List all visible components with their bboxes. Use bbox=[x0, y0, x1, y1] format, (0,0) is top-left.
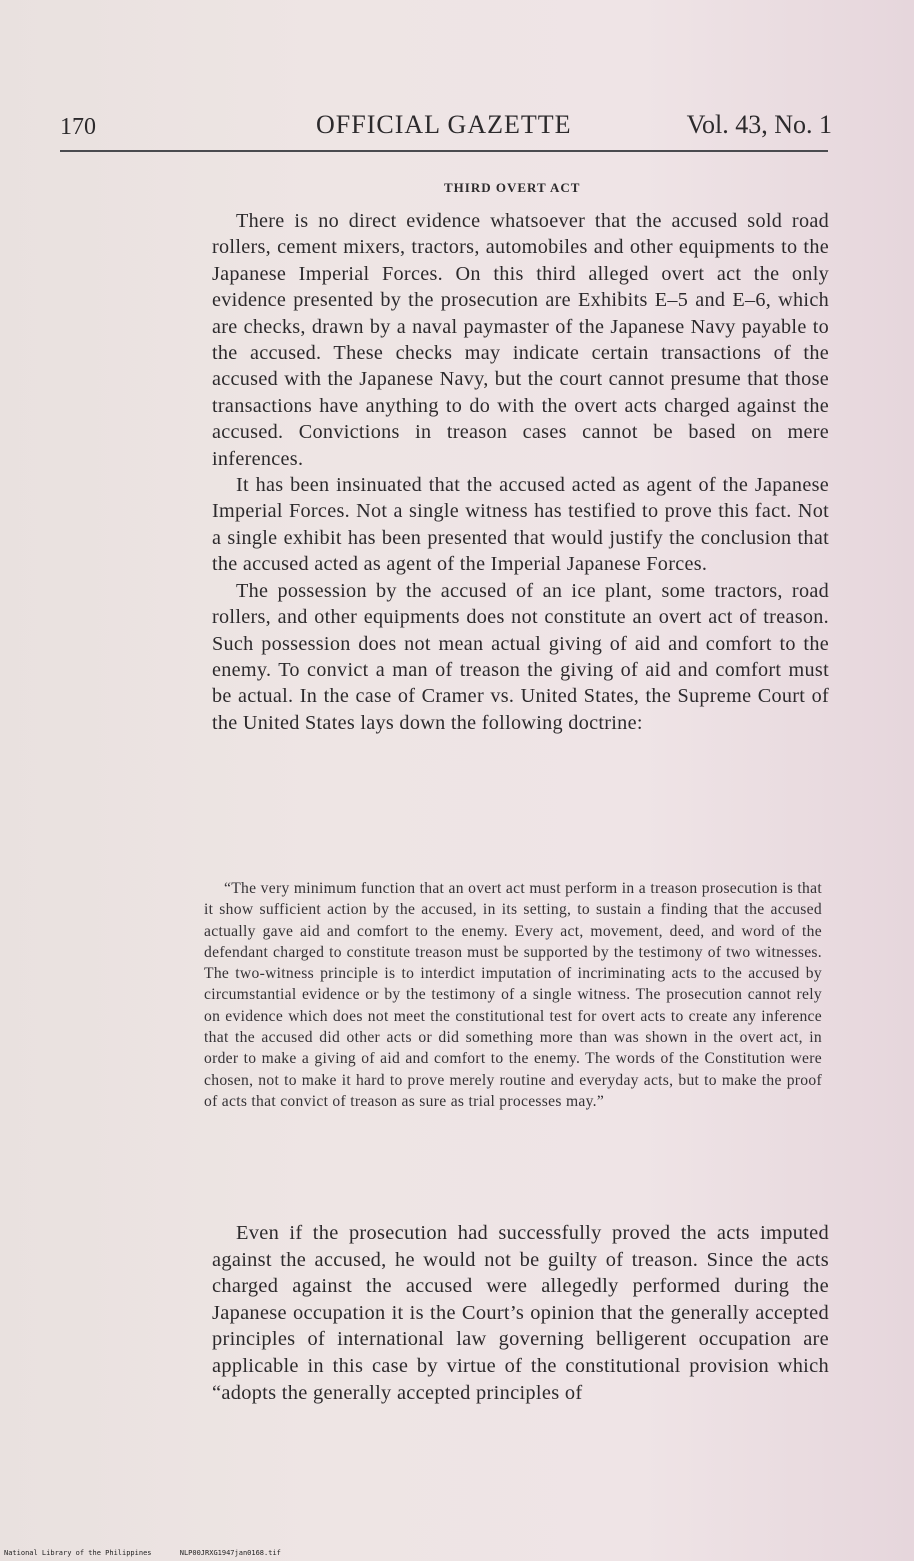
volume-number: Vol. 43, No. 1 bbox=[686, 110, 832, 139]
section-title: THIRD OVERT ACT bbox=[444, 180, 581, 195]
paragraph: Even if the prosecution had successfully proved the acts imputed against the accused, he would not be guilty of treason. Since the acts charged against the accused were allegedly performed during the Japanese occupation it is the Court’s opinion that the generally accepted principles of international law governing belligerent occupation are applicable in this case by virtue of the constitutional provision which “adopts the generally accepted principles of bbox=[212, 1222, 829, 1404]
library-credit: National Library of the Philippines bbox=[4, 1549, 152, 1557]
paragraph: There is no direct evidence whatsoever that the accused sold road rollers, cement mixers, tractors, automobiles and other equipments to the Japanese Imperial Forces. On this third alleged overt act the only evidence presented by the prosecution are Exhibits E–5 and E–6, which are checks, drawn by a naval paymaster of the Japanese Navy payable to the accused. These checks may indicate certain transactions of the accused with the Japanese Navy, but the court cannot presume that those transactions have anything to do with the overt acts charged against the accused. Convictions in treason cases cannot be based on mere inferences. bbox=[212, 210, 829, 470]
block-quote: “The very minimum function that an overt act must perform in a treason prosecution is that it show sufficient action by the accused, in its setting, to sustain a finding that the accused actually gave aid and comfort to the enemy. Every act, movement, deed, and word of the defendant charged to constitute treason must be supported by the testimony of two witnesses. The two-witness principle is to interdict imputation of incriminating acts to the accused by circumstantial evidence or by the testimony of a single witness. The prosecution cannot rely on evidence which does not meet the constitutional test for overt acts to create any inference that the accused did other acts or did something more than was shown in the overt act, in order to make a giving of aid and comfort to the enemy. The words of the Constitution were chosen, not to make it hard to prove merely routine and everyday acts, but to make the proof of acts that convict of treason as sure as trial processes may.” bbox=[204, 880, 822, 1110]
publication-title: OFFICIAL GAZETTE bbox=[316, 110, 572, 139]
paragraph: The possession by the accused of an ice plant, some tractors, road rollers, and other equipments does not constitute an overt act of treason. Such possession does not mean actual giving of aid and comfort to the enemy. To convict a man of treason the giving of aid and comfort must be actual. In the case of Cramer vs. United States, the Supreme Court of the United States lays down the following doctrine: bbox=[212, 579, 829, 734]
header-rule bbox=[60, 150, 828, 152]
body-text bbox=[212, 208, 829, 736]
page-number: 170 bbox=[60, 114, 96, 140]
scan-footer bbox=[4, 1549, 305, 1557]
body-text-continued bbox=[212, 1220, 829, 1406]
paragraph: It has been insinuated that the accused acted as agent of the Japanese Imperial Forces. Not a single witness has testified to prove this fact. Not a single exhibit has been presented that would justify the conclusion that the accused acted as agent of the Imperial Japanese Forces. bbox=[212, 474, 829, 576]
page-header bbox=[60, 108, 832, 150]
file-name: NLP00JRXG1947jan0168.tif bbox=[179, 1549, 281, 1557]
